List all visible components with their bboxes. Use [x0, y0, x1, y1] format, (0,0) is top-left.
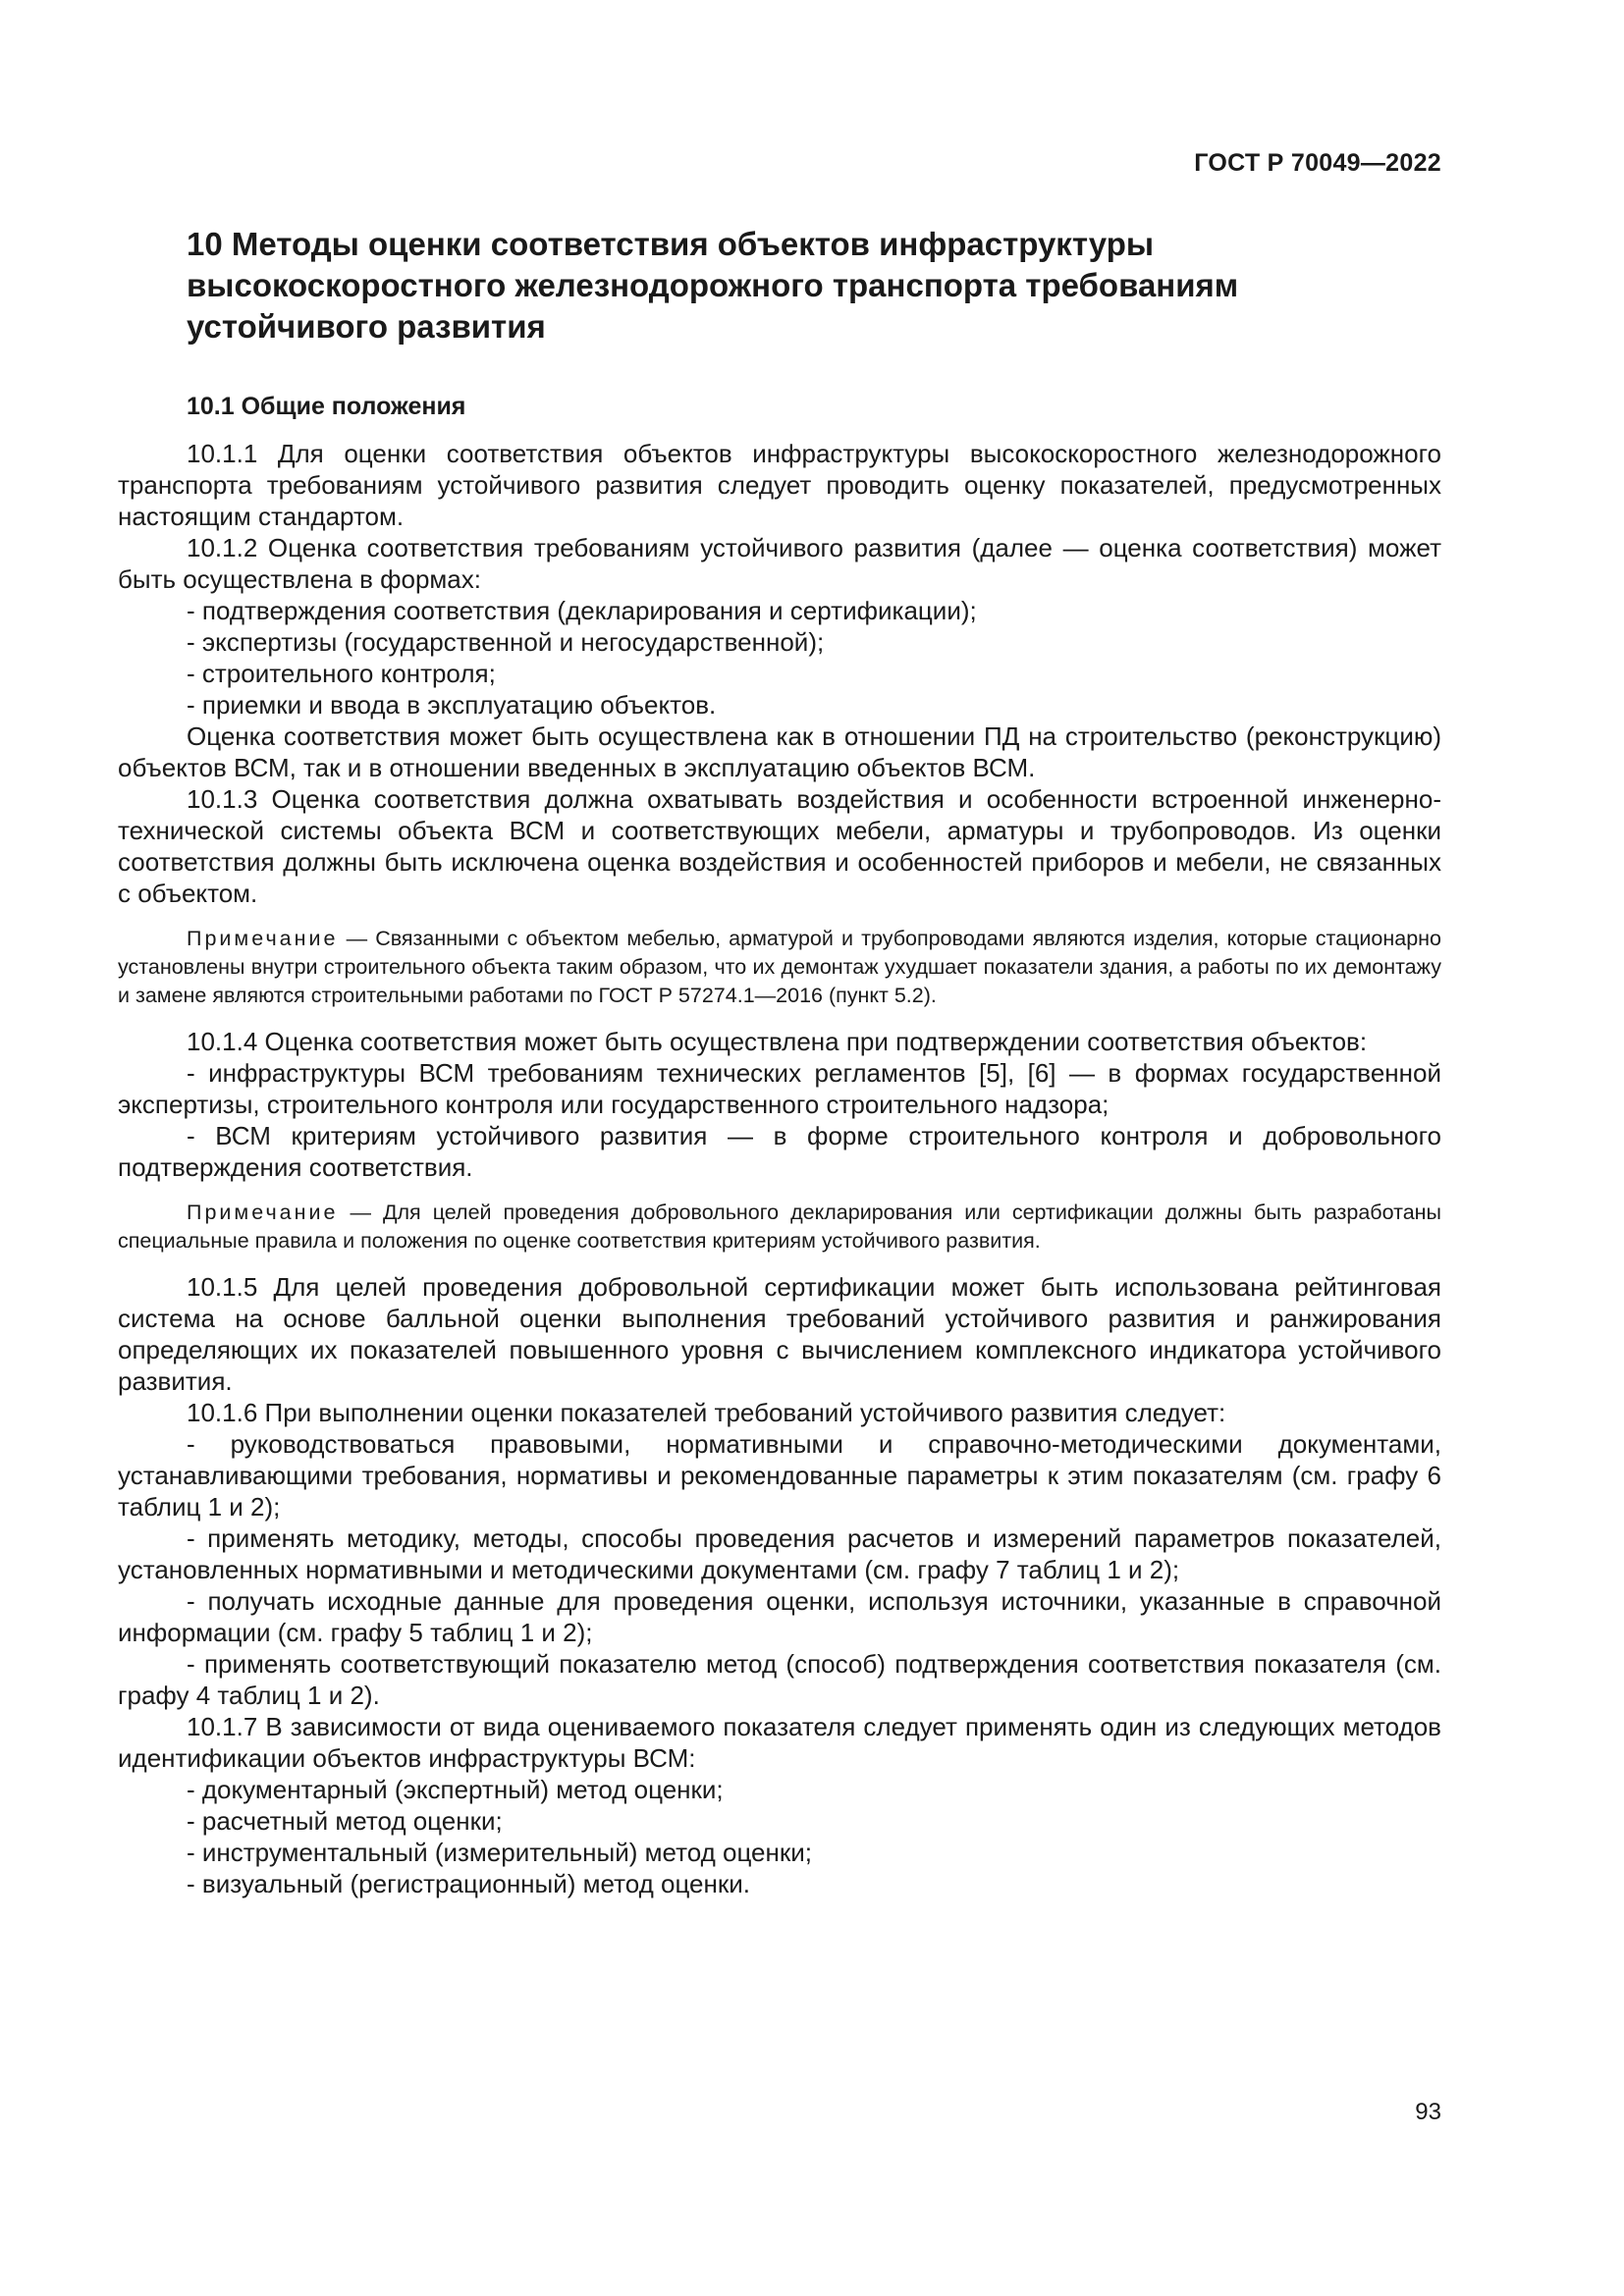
- list-item: - руководствоваться правовыми, нормативными и справочно-методическими документами, устанавливающими требования, нормативы и рекомендованные параметры к этим показателям (см. графу 6 таблиц 1 и 2);: [118, 1429, 1441, 1522]
- note-text: — Для целей проведения добровольного декларирования или сертификации должны быть разработаны специальные правила и положения по оценке соответствия критериям устойчивого развития.: [118, 1201, 1441, 1253]
- note-label: Примечание: [187, 927, 339, 950]
- note-text: — Связанными с объектом мебелью, арматурой и трубопроводами являются изделия, которые стационарно установлены внутри строительного объекта таким образом, что их демонтаж ухудшает показатели здания, а работы по их демонтажу и замене являются строительными работами по ГОСТ Р 57274.1—2016 (пункт 5.2).: [118, 927, 1441, 1007]
- paragraph-10-1-5: 10.1.5 Для целей проведения добровольной сертификации может быть использована рейтинговая система на основе балльной оценки выполнения требований устойчивого развития и ранжирования определяющих их показателей повышенного уровня с вычислением комплексного индикатора устойчивого развития.: [118, 1272, 1441, 1396]
- paragraph-10-1-2: 10.1.2 Оценка соответствия требованиям устойчивого развития (далее — оценка соответствия) может быть осуществлена в формах:: [118, 533, 1441, 594]
- page-content: [118, 224, 1441, 1899]
- list-item: - получать исходные данные для проведения оценки, используя источники, указанные в справочной информации (см. графу 5 таблиц 1 и 2);: [118, 1586, 1441, 1647]
- subsection-title: 10.1 Общие положения: [187, 393, 466, 420]
- list-item: - экспертизы (государственной и негосударственной);: [187, 627, 825, 657]
- list-item: - расчетный метод оценки;: [187, 1806, 503, 1836]
- note-label: Примечание: [187, 1201, 339, 1224]
- list-item: - документарный (экспертный) метод оценки;: [187, 1775, 724, 1804]
- note-2: [118, 1199, 1441, 1255]
- paragraph-10-1-1: 10.1.1 Для оценки соответствия объектов инфраструктуры высокоскоростного железнодорожного транспорта требованиям устойчивого развития следует проводить оценку показателей, предусмотренных настоящим стандартом.: [118, 439, 1441, 531]
- paragraph-10-1-6: 10.1.6 При выполнении оценки показателей требований устойчивого развития следует:: [187, 1398, 1226, 1427]
- document-id-header: ГОСТ Р 70049—2022: [1194, 149, 1441, 177]
- section-title: 10 Методы оценки соответствия объектов инфраструктуры высокоскоростного железнодорожного транспорта требованиям устойчивого развития: [187, 226, 1239, 345]
- list-item: - подтверждения соответствия (декларирования и сертификации);: [187, 596, 977, 625]
- list-item: - ВСМ критериям устойчивого развития — в форме строительного контроля и добровольного подтверждения соответствия.: [118, 1121, 1441, 1182]
- list-item: - применять соответствующий показателю метод (способ) подтверждения соответствия показателя (см. графу 4 таблиц 1 и 2).: [118, 1649, 1441, 1710]
- list-item: - применять методику, методы, способы проведения расчетов и измерений параметров показателей, установленных нормативными и методическими документами (см. графу 7 таблиц 1 и 2);: [118, 1523, 1441, 1584]
- page-number: 93: [1415, 2099, 1441, 2125]
- paragraph-10-1-4: 10.1.4 Оценка соответствия может быть осуществлена при подтверждении соответствия объектов:: [187, 1027, 1368, 1056]
- note-1: [118, 925, 1441, 1010]
- paragraph-10-1-7: 10.1.7 В зависимости от вида оцениваемого показателя следует применять один из следующих методов идентификации объектов инфраструктуры ВСМ:: [118, 1712, 1441, 1773]
- list-item: - приемки и ввода в эксплуатацию объектов.: [187, 690, 717, 720]
- list-item: - визуальный (регистрационный) метод оценки.: [187, 1869, 750, 1898]
- list-item: - строительного контроля;: [187, 659, 496, 688]
- list-item: - инфраструктуры ВСМ требованиям технических регламентов [5], [6] — в формах государственной экспертизы, строительного контроля или государственного строительного надзора;: [118, 1058, 1441, 1119]
- paragraph-10-1-3: 10.1.3 Оценка соответствия должна охватывать воздействия и особенности встроенной инженерно-технической системы объекта ВСМ и соответствующих мебели, арматуры и трубопроводов. Из оценки соответствия должны быть исключена оценка воздействия и особенностей приборов и мебели, не связанных с объектом.: [118, 784, 1441, 908]
- list-item: - инструментальный (измерительный) метод оценки;: [187, 1838, 812, 1867]
- paragraph-10-1-2-continued: Оценка соответствия может быть осуществлена как в отношении ПД на строительство (реконструкцию) объектов ВСМ, так и в отношении введенных в эксплуатацию объектов ВСМ.: [118, 721, 1441, 782]
